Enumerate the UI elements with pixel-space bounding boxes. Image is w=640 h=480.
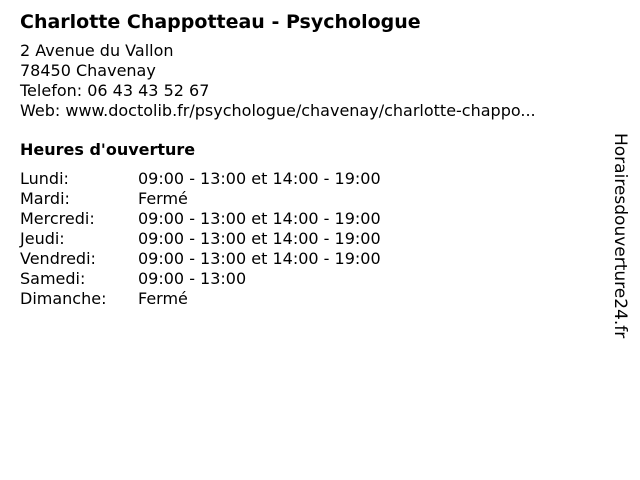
- opening-hours-table: [20, 169, 600, 309]
- day-label: Jeudi:: [20, 229, 65, 248]
- hours-row-lundi: [20, 169, 600, 189]
- time-value: 09:00 - 13:00 et 14:00 - 19:00: [138, 169, 381, 188]
- opening-hours-title: Heures d'ouverture: [20, 140, 196, 159]
- street-address: 2 Avenue du Vallon: [20, 41, 174, 60]
- day-label: Mercredi:: [20, 209, 95, 228]
- hours-row-mercredi: [20, 209, 600, 229]
- business-title: Charlotte Chappotteau - Psychologue: [20, 11, 421, 33]
- city-address: 78450 Chavenay: [20, 61, 156, 80]
- hours-row-dimanche: [20, 289, 600, 309]
- hours-row-samedi: [20, 269, 600, 289]
- site-watermark: Horairesdouverture24.fr: [610, 133, 630, 339]
- time-value: Fermé: [138, 189, 188, 208]
- time-value: 09:00 - 13:00 et 14:00 - 19:00: [138, 249, 381, 268]
- time-value: Fermé: [138, 289, 188, 308]
- day-label: Vendredi:: [20, 249, 96, 268]
- time-value: 09:00 - 13:00 et 14:00 - 19:00: [138, 209, 381, 228]
- time-value: 09:00 - 13:00: [138, 269, 247, 288]
- hours-row-vendredi: [20, 249, 600, 269]
- hours-row-jeudi: [20, 229, 600, 249]
- day-label: Samedi:: [20, 269, 86, 288]
- website-link[interactable]: Web: www.doctolib.fr/psychologue/chavenay/charlotte-chappo...: [20, 101, 536, 120]
- day-label: Lundi:: [20, 169, 69, 188]
- hours-row-mardi: [20, 189, 600, 209]
- phone-number: Telefon: 06 43 43 52 67: [20, 81, 210, 100]
- day-label: Dimanche:: [20, 289, 107, 308]
- business-card: [20, 10, 600, 309]
- day-label: Mardi:: [20, 189, 70, 208]
- time-value: 09:00 - 13:00 et 14:00 - 19:00: [138, 229, 381, 248]
- address-block: [20, 41, 600, 121]
